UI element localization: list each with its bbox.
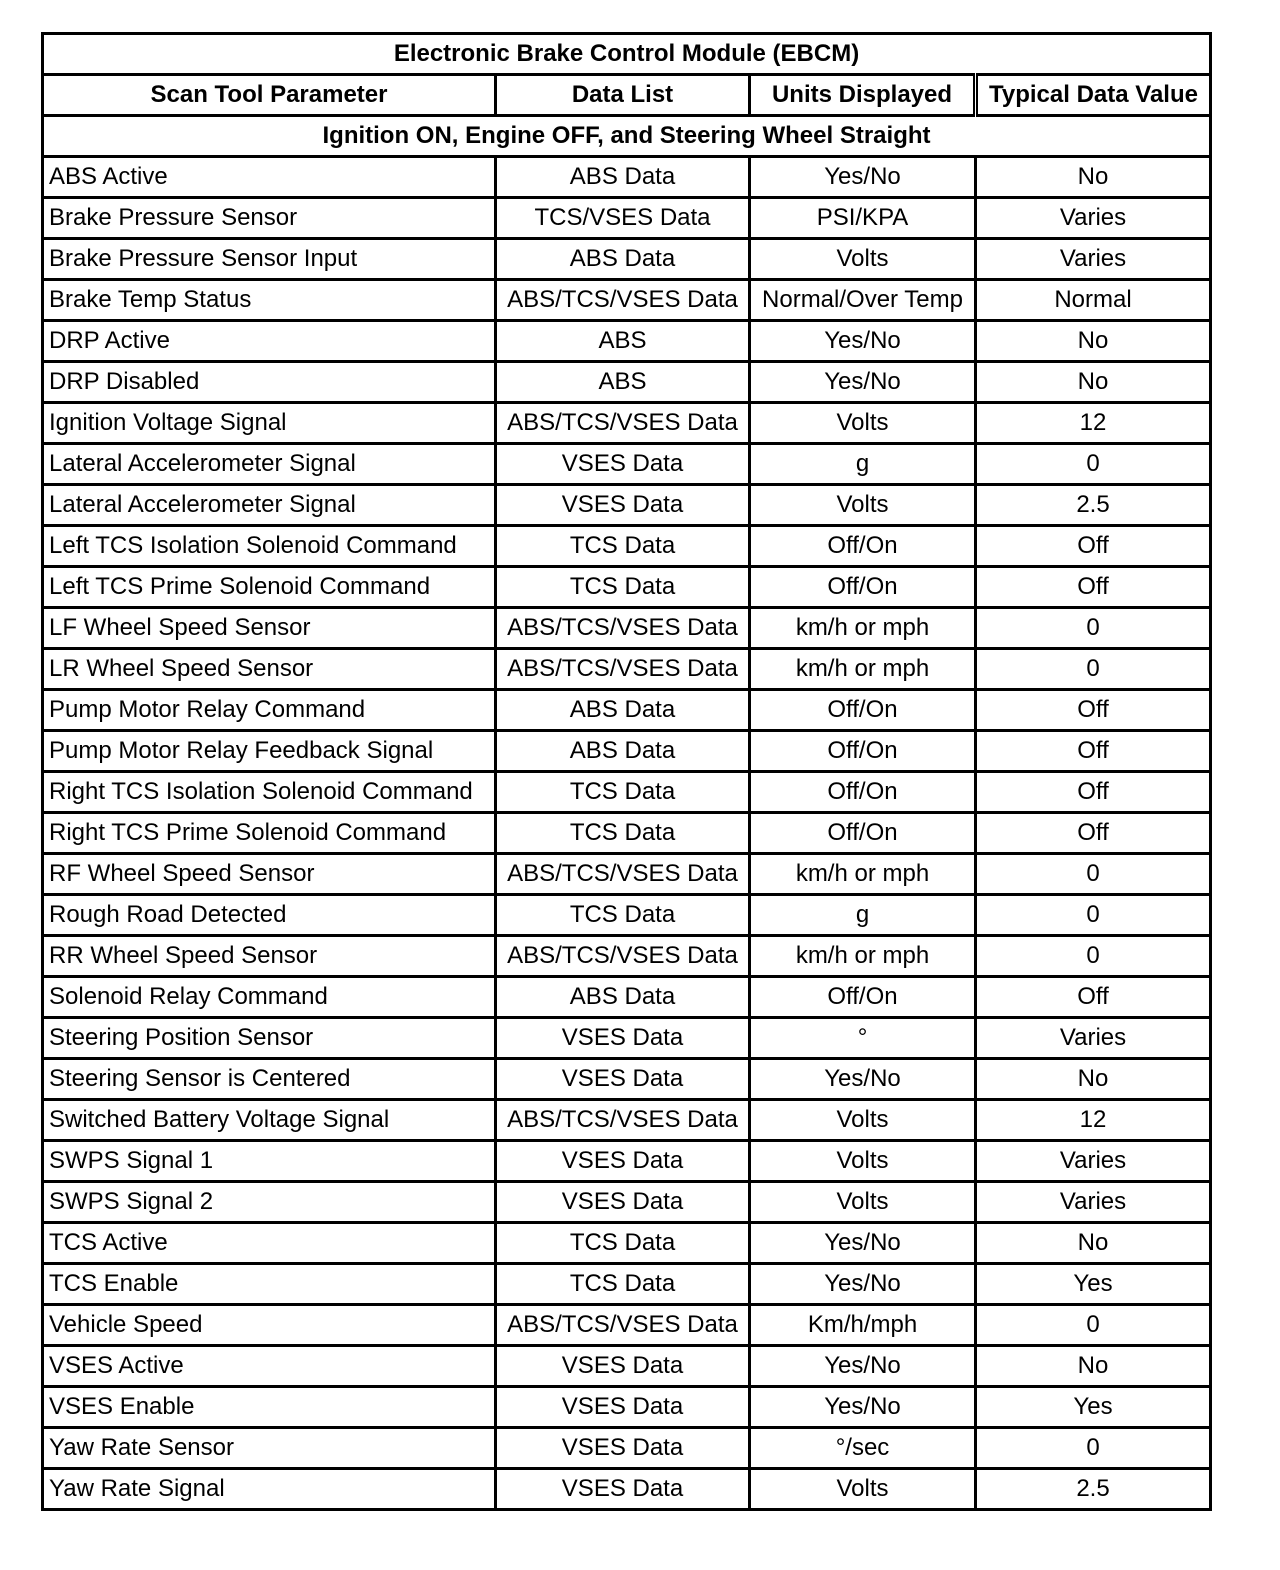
table-body bbox=[43, 157, 1211, 1510]
header-scan-tool-parameter: Scan Tool Parameter bbox=[43, 75, 496, 116]
table-row bbox=[43, 1059, 1211, 1100]
typical-value-cell: No bbox=[976, 157, 1211, 198]
table-row bbox=[43, 690, 1211, 731]
typical-value-cell: 0 bbox=[976, 854, 1211, 895]
parameter-cell: Steering Position Sensor bbox=[43, 1018, 496, 1059]
typical-value-cell: No bbox=[976, 321, 1211, 362]
table-row bbox=[43, 485, 1211, 526]
data-list-cell: VSES Data bbox=[496, 1141, 750, 1182]
parameter-cell: Brake Temp Status bbox=[43, 280, 496, 321]
parameter-cell: SWPS Signal 1 bbox=[43, 1141, 496, 1182]
data-list-cell: TCS Data bbox=[496, 526, 750, 567]
table-row bbox=[43, 1428, 1211, 1469]
typical-value-cell: 12 bbox=[976, 403, 1211, 444]
typical-value-cell: Varies bbox=[976, 1018, 1211, 1059]
data-list-cell: VSES Data bbox=[496, 1387, 750, 1428]
typical-value-cell: No bbox=[976, 1346, 1211, 1387]
column-header-row bbox=[43, 75, 1211, 116]
typical-value-cell: Yes bbox=[976, 1387, 1211, 1428]
table-row bbox=[43, 403, 1211, 444]
units-cell: Off/On bbox=[750, 813, 976, 854]
typical-value-cell: No bbox=[976, 362, 1211, 403]
typical-value-cell: No bbox=[976, 1059, 1211, 1100]
parameter-cell: DRP Disabled bbox=[43, 362, 496, 403]
typical-value-cell: Off bbox=[976, 977, 1211, 1018]
data-list-cell: ABS Data bbox=[496, 239, 750, 280]
typical-value-cell: Off bbox=[976, 526, 1211, 567]
typical-value-cell: Varies bbox=[976, 1141, 1211, 1182]
parameter-cell: Lateral Accelerometer Signal bbox=[43, 485, 496, 526]
table-row bbox=[43, 239, 1211, 280]
units-cell: Yes/No bbox=[750, 1387, 976, 1428]
units-cell: km/h or mph bbox=[750, 936, 976, 977]
parameter-cell: Solenoid Relay Command bbox=[43, 977, 496, 1018]
parameter-cell: Yaw Rate Sensor bbox=[43, 1428, 496, 1469]
typical-value-cell: 0 bbox=[976, 936, 1211, 977]
units-cell: Volts bbox=[750, 1100, 976, 1141]
typical-value-cell: 0 bbox=[976, 649, 1211, 690]
data-list-cell: ABS bbox=[496, 321, 750, 362]
units-cell: g bbox=[750, 895, 976, 936]
typical-value-cell: 0 bbox=[976, 1305, 1211, 1346]
units-cell: PSI/KPA bbox=[750, 198, 976, 239]
parameter-cell: TCS Active bbox=[43, 1223, 496, 1264]
parameter-cell: VSES Active bbox=[43, 1346, 496, 1387]
table-row bbox=[43, 321, 1211, 362]
parameter-cell: DRP Active bbox=[43, 321, 496, 362]
data-list-cell: ABS Data bbox=[496, 690, 750, 731]
header-data-list: Data List bbox=[496, 75, 750, 116]
parameter-cell: RR Wheel Speed Sensor bbox=[43, 936, 496, 977]
parameter-cell: Yaw Rate Signal bbox=[43, 1469, 496, 1510]
data-list-cell: ABS bbox=[496, 362, 750, 403]
table-row bbox=[43, 649, 1211, 690]
data-list-cell: VSES Data bbox=[496, 1018, 750, 1059]
ebcm-data-table bbox=[41, 32, 1212, 1511]
data-list-cell: TCS Data bbox=[496, 772, 750, 813]
typical-value-cell: Off bbox=[976, 731, 1211, 772]
parameter-cell: Pump Motor Relay Command bbox=[43, 690, 496, 731]
parameter-cell: Ignition Voltage Signal bbox=[43, 403, 496, 444]
table-row bbox=[43, 936, 1211, 977]
typical-value-cell: 0 bbox=[976, 1428, 1211, 1469]
units-cell: Off/On bbox=[750, 526, 976, 567]
units-cell: Yes/No bbox=[750, 1059, 976, 1100]
units-cell: Off/On bbox=[750, 731, 976, 772]
data-list-cell: TCS Data bbox=[496, 1264, 750, 1305]
table-row bbox=[43, 1387, 1211, 1428]
units-cell: °/sec bbox=[750, 1428, 976, 1469]
table-row bbox=[43, 1018, 1211, 1059]
data-list-cell: VSES Data bbox=[496, 444, 750, 485]
typical-value-cell: Yes bbox=[976, 1264, 1211, 1305]
parameter-cell: TCS Enable bbox=[43, 1264, 496, 1305]
parameter-cell: Right TCS Isolation Solenoid Command bbox=[43, 772, 496, 813]
units-cell: Yes/No bbox=[750, 1264, 976, 1305]
typical-value-cell: 12 bbox=[976, 1100, 1211, 1141]
typical-value-cell: Varies bbox=[976, 198, 1211, 239]
typical-value-cell: Off bbox=[976, 813, 1211, 854]
table-row bbox=[43, 608, 1211, 649]
typical-value-cell: Normal bbox=[976, 280, 1211, 321]
table-row bbox=[43, 444, 1211, 485]
data-list-cell: ABS/TCS/VSES Data bbox=[496, 1100, 750, 1141]
parameter-cell: Rough Road Detected bbox=[43, 895, 496, 936]
units-cell: Volts bbox=[750, 485, 976, 526]
parameter-cell: LR Wheel Speed Sensor bbox=[43, 649, 496, 690]
parameter-cell: SWPS Signal 2 bbox=[43, 1182, 496, 1223]
data-list-cell: ABS/TCS/VSES Data bbox=[496, 1305, 750, 1346]
parameter-cell: Right TCS Prime Solenoid Command bbox=[43, 813, 496, 854]
data-list-cell: ABS Data bbox=[496, 731, 750, 772]
table-row bbox=[43, 854, 1211, 895]
table-row bbox=[43, 1182, 1211, 1223]
table-row bbox=[43, 1469, 1211, 1510]
table-row bbox=[43, 1305, 1211, 1346]
typical-value-cell: 0 bbox=[976, 608, 1211, 649]
parameter-cell: RF Wheel Speed Sensor bbox=[43, 854, 496, 895]
table-row bbox=[43, 731, 1211, 772]
units-cell: Volts bbox=[750, 1141, 976, 1182]
units-cell: g bbox=[750, 444, 976, 485]
parameter-cell: Left TCS Isolation Solenoid Command bbox=[43, 526, 496, 567]
data-list-cell: TCS Data bbox=[496, 567, 750, 608]
parameter-cell: Brake Pressure Sensor Input bbox=[43, 239, 496, 280]
parameter-cell: Left TCS Prime Solenoid Command bbox=[43, 567, 496, 608]
units-cell: km/h or mph bbox=[750, 608, 976, 649]
table-row bbox=[43, 198, 1211, 239]
units-cell: Off/On bbox=[750, 772, 976, 813]
parameter-cell: LF Wheel Speed Sensor bbox=[43, 608, 496, 649]
units-cell: Volts bbox=[750, 403, 976, 444]
units-cell: Off/On bbox=[750, 977, 976, 1018]
typical-value-cell: Varies bbox=[976, 1182, 1211, 1223]
typical-value-cell: 0 bbox=[976, 895, 1211, 936]
typical-value-cell: Off bbox=[976, 567, 1211, 608]
table-row bbox=[43, 1141, 1211, 1182]
parameter-cell: Steering Sensor is Centered bbox=[43, 1059, 496, 1100]
table-row bbox=[43, 895, 1211, 936]
units-cell: Yes/No bbox=[750, 1346, 976, 1387]
typical-value-cell: No bbox=[976, 1223, 1211, 1264]
parameter-cell: Vehicle Speed bbox=[43, 1305, 496, 1346]
data-list-cell: TCS Data bbox=[496, 1223, 750, 1264]
header-units-displayed: Units Displayed bbox=[750, 75, 976, 116]
units-cell: Off/On bbox=[750, 567, 976, 608]
units-cell: Volts bbox=[750, 1469, 976, 1510]
typical-value-cell: Off bbox=[976, 690, 1211, 731]
parameter-cell: VSES Enable bbox=[43, 1387, 496, 1428]
data-list-cell: VSES Data bbox=[496, 485, 750, 526]
units-cell: Volts bbox=[750, 1182, 976, 1223]
table-row bbox=[43, 157, 1211, 198]
data-list-cell: TCS/VSES Data bbox=[496, 198, 750, 239]
header-typical-data-value: Typical Data Value bbox=[976, 75, 1211, 116]
table-row bbox=[43, 772, 1211, 813]
table-row bbox=[43, 362, 1211, 403]
data-list-cell: ABS Data bbox=[496, 977, 750, 1018]
table-row bbox=[43, 1264, 1211, 1305]
data-list-cell: VSES Data bbox=[496, 1059, 750, 1100]
data-list-cell: ABS/TCS/VSES Data bbox=[496, 403, 750, 444]
typical-value-cell: Varies bbox=[976, 239, 1211, 280]
data-list-cell: VSES Data bbox=[496, 1469, 750, 1510]
units-cell: km/h or mph bbox=[750, 854, 976, 895]
units-cell: Normal/Over Temp bbox=[750, 280, 976, 321]
units-cell: Km/h/mph bbox=[750, 1305, 976, 1346]
data-list-cell: VSES Data bbox=[496, 1428, 750, 1469]
units-cell: km/h or mph bbox=[750, 649, 976, 690]
parameter-cell: Switched Battery Voltage Signal bbox=[43, 1100, 496, 1141]
data-list-cell: ABS/TCS/VSES Data bbox=[496, 936, 750, 977]
units-cell: Yes/No bbox=[750, 157, 976, 198]
table-title-row bbox=[43, 34, 1211, 75]
typical-value-cell: 2.5 bbox=[976, 485, 1211, 526]
table-row bbox=[43, 280, 1211, 321]
units-cell: Off/On bbox=[750, 690, 976, 731]
test-condition: Ignition ON, Engine OFF, and Steering Wheel Straight bbox=[43, 116, 1211, 157]
data-list-cell: VSES Data bbox=[496, 1182, 750, 1223]
table-row bbox=[43, 526, 1211, 567]
data-list-cell: ABS/TCS/VSES Data bbox=[496, 280, 750, 321]
parameter-cell: Pump Motor Relay Feedback Signal bbox=[43, 731, 496, 772]
data-list-cell: ABS/TCS/VSES Data bbox=[496, 608, 750, 649]
condition-row bbox=[43, 116, 1211, 157]
data-list-cell: TCS Data bbox=[496, 813, 750, 854]
table-row bbox=[43, 1100, 1211, 1141]
data-list-cell: VSES Data bbox=[496, 1346, 750, 1387]
parameter-cell: Lateral Accelerometer Signal bbox=[43, 444, 496, 485]
table-row bbox=[43, 1346, 1211, 1387]
units-cell: Yes/No bbox=[750, 362, 976, 403]
table-row bbox=[43, 977, 1211, 1018]
units-cell: ° bbox=[750, 1018, 976, 1059]
units-cell: Yes/No bbox=[750, 1223, 976, 1264]
parameter-cell: Brake Pressure Sensor bbox=[43, 198, 496, 239]
table-title: Electronic Brake Control Module (EBCM) bbox=[43, 34, 1211, 75]
typical-value-cell: 2.5 bbox=[976, 1469, 1211, 1510]
units-cell: Yes/No bbox=[750, 321, 976, 362]
table-row bbox=[43, 1223, 1211, 1264]
units-cell: Volts bbox=[750, 239, 976, 280]
data-list-cell: ABS/TCS/VSES Data bbox=[496, 854, 750, 895]
typical-value-cell: 0 bbox=[976, 444, 1211, 485]
data-list-cell: ABS Data bbox=[496, 157, 750, 198]
data-list-cell: ABS/TCS/VSES Data bbox=[496, 649, 750, 690]
data-list-cell: TCS Data bbox=[496, 895, 750, 936]
table-row bbox=[43, 813, 1211, 854]
table-row bbox=[43, 567, 1211, 608]
typical-value-cell: Off bbox=[976, 772, 1211, 813]
parameter-cell: ABS Active bbox=[43, 157, 496, 198]
